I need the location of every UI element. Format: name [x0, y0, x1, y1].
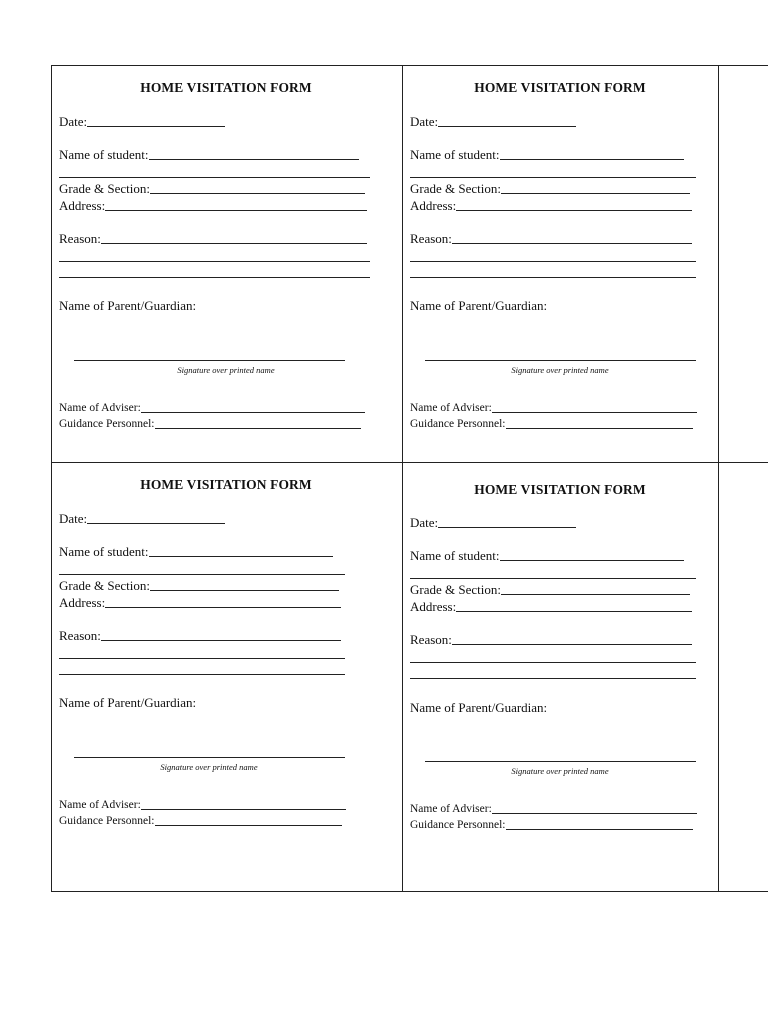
date-label: Date:: [59, 114, 88, 129]
student-field-line-2[interactable]: [59, 574, 345, 575]
date-row: [410, 516, 576, 530]
grade-label: Grade & Section:: [59, 181, 150, 196]
address-field[interactable]: [105, 606, 341, 608]
signature-line[interactable]: [74, 360, 345, 361]
guidance-label: Guidance Personnel:: [59, 815, 155, 827]
adviser-field[interactable]: [141, 411, 365, 413]
reason-row: [59, 232, 367, 246]
grade-field[interactable]: [501, 593, 690, 595]
date-row: [59, 115, 225, 129]
date-field[interactable]: [438, 526, 576, 528]
grade-label: Grade & Section:: [410, 582, 501, 597]
form-card-2: [402, 65, 718, 463]
guidance-field[interactable]: [155, 427, 361, 429]
grade-label: Grade & Section:: [410, 181, 501, 196]
student-field-line-2[interactable]: [410, 177, 696, 178]
signature-line[interactable]: [425, 761, 696, 762]
student-label: Name of student:: [410, 548, 500, 563]
parent-label: Name of Parent/Guardian:: [410, 700, 548, 715]
reason-field[interactable]: [452, 242, 692, 244]
address-row: [410, 600, 692, 614]
address-field[interactable]: [105, 209, 367, 211]
adviser-field[interactable]: [492, 812, 697, 814]
grid-border-bottom: [51, 891, 768, 892]
parent-label: Name of Parent/Guardian:: [410, 298, 548, 313]
guidance-row: [410, 818, 693, 832]
adviser-row: [59, 798, 346, 812]
student-field[interactable]: [149, 555, 333, 557]
reason-label: Reason:: [410, 231, 452, 246]
date-field[interactable]: [87, 125, 225, 127]
signature-line[interactable]: [74, 757, 345, 758]
adviser-label: Name of Adviser:: [410, 803, 492, 815]
adviser-label: Name of Adviser:: [410, 402, 492, 414]
form-title: HOME VISITATION FORM: [474, 80, 646, 95]
reason-field-line-2[interactable]: [410, 261, 696, 262]
reason-label: Reason:: [59, 231, 101, 246]
address-label: Address:: [59, 595, 106, 610]
adviser-label: Name of Adviser:: [59, 799, 141, 811]
grid-divider-right: [718, 65, 719, 891]
signature-caption: Signature over printed name: [160, 762, 258, 772]
reason-field[interactable]: [101, 242, 367, 244]
address-label: Address:: [410, 599, 457, 614]
grade-row: [59, 182, 365, 196]
form-card-4: [402, 462, 718, 891]
student-field[interactable]: [500, 158, 684, 160]
guidance-field[interactable]: [155, 824, 342, 826]
grade-field[interactable]: [150, 192, 365, 194]
adviser-field[interactable]: [141, 808, 346, 810]
student-field-line-2[interactable]: [410, 578, 696, 579]
guidance-row: [59, 814, 342, 828]
date-field[interactable]: [87, 522, 225, 524]
adviser-field[interactable]: [492, 411, 697, 413]
student-row: [59, 545, 333, 559]
address-label: Address:: [59, 198, 106, 213]
student-row: [59, 148, 359, 162]
address-row: [59, 596, 341, 610]
form-card-3: [51, 462, 401, 891]
reason-field-line-3[interactable]: [410, 277, 696, 278]
student-field[interactable]: [500, 559, 684, 561]
address-label: Address:: [410, 198, 457, 213]
student-field[interactable]: [149, 158, 359, 160]
form-title: HOME VISITATION FORM: [474, 482, 646, 497]
guidance-row: [410, 417, 693, 431]
grade-row: [410, 182, 690, 196]
adviser-row: [59, 401, 365, 415]
guidance-label: Guidance Personnel:: [59, 418, 155, 430]
student-row: [410, 549, 684, 563]
reason-field-line-2[interactable]: [59, 658, 345, 659]
address-row: [410, 199, 692, 213]
date-label: Date:: [410, 515, 439, 530]
grade-field[interactable]: [501, 192, 690, 194]
signature-caption: Signature over printed name: [177, 365, 275, 375]
form-sheet: [51, 65, 768, 891]
reason-row: [410, 232, 692, 246]
date-field[interactable]: [438, 125, 576, 127]
student-row: [410, 148, 684, 162]
student-label: Name of student:: [59, 147, 149, 162]
parent-label: Name of Parent/Guardian:: [59, 695, 197, 710]
form-title: HOME VISITATION FORM: [140, 477, 312, 492]
grade-label: Grade & Section:: [59, 578, 150, 593]
signature-caption: Signature over printed name: [511, 766, 609, 776]
reason-label: Reason:: [59, 628, 101, 643]
date-label: Date:: [410, 114, 439, 129]
reason-field-line-3[interactable]: [59, 277, 370, 278]
reason-field[interactable]: [101, 639, 341, 641]
grade-field[interactable]: [150, 589, 339, 591]
date-row: [59, 512, 225, 526]
form-card-1: [51, 65, 401, 463]
student-label: Name of student:: [410, 147, 500, 162]
guidance-field[interactable]: [506, 427, 693, 429]
reason-row: [59, 629, 341, 643]
reason-field[interactable]: [452, 643, 692, 645]
reason-label: Reason:: [410, 632, 452, 647]
reason-row: [410, 633, 692, 647]
reason-field-line-3[interactable]: [410, 678, 696, 679]
reason-field-line-2[interactable]: [410, 662, 696, 663]
student-label: Name of student:: [59, 544, 149, 559]
date-row: [410, 115, 576, 129]
form-title: HOME VISITATION FORM: [140, 80, 312, 95]
guidance-label: Guidance Personnel:: [410, 418, 506, 430]
student-field-line-2[interactable]: [59, 177, 370, 178]
signature-caption: Signature over printed name: [511, 365, 609, 375]
grade-row: [410, 583, 690, 597]
grade-row: [59, 579, 339, 593]
address-field[interactable]: [456, 610, 692, 612]
address-field[interactable]: [456, 209, 692, 211]
reason-field-line-2[interactable]: [59, 261, 370, 262]
guidance-row: [59, 417, 361, 431]
date-label: Date:: [59, 511, 88, 526]
reason-field-line-3[interactable]: [59, 674, 345, 675]
guidance-label: Guidance Personnel:: [410, 819, 506, 831]
guidance-field[interactable]: [506, 828, 693, 830]
adviser-row: [410, 401, 697, 415]
parent-label: Name of Parent/Guardian:: [59, 298, 197, 313]
signature-line[interactable]: [425, 360, 696, 361]
adviser-row: [410, 802, 697, 816]
adviser-label: Name of Adviser:: [59, 402, 141, 414]
address-row: [59, 199, 367, 213]
